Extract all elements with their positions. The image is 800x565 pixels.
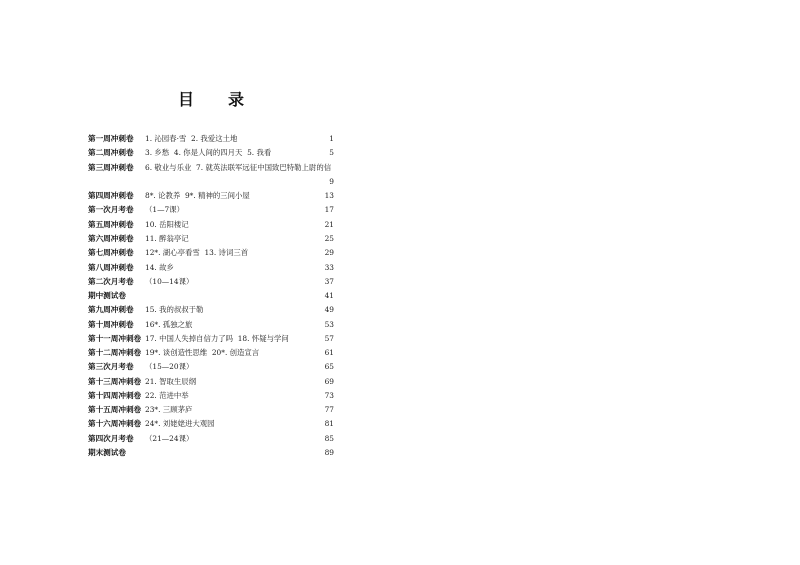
toc-row-page-number: 57 [324, 333, 334, 343]
toc-row-page-number: 89 [324, 447, 334, 457]
toc-row-page-number: 33 [324, 262, 334, 272]
toc-row [88, 146, 334, 160]
toc-row-content: 12*. 湖心亭看雪 13. 诗词三首 [145, 248, 249, 258]
dot-leader [196, 406, 320, 414]
dot-leader [263, 349, 320, 357]
toc-row [88, 332, 334, 346]
toc-row [88, 132, 334, 146]
toc-row-page-number: 49 [324, 305, 334, 315]
toc-row-label: 第十四周冲刺卷 [88, 390, 142, 400]
toc-row-page-number: 1 [329, 134, 334, 144]
toc-row-content: 1. 沁园春·雪 2. 我爱这土地 [145, 134, 238, 144]
toc-row-page-number: 73 [324, 390, 334, 400]
toc-row-content: 16*. 孤独之旅 [145, 319, 193, 329]
dot-leader [197, 363, 320, 371]
dot-leader [196, 321, 320, 329]
toc-row-label: 第六周冲刺卷 [88, 233, 134, 243]
toc-row-label: 第九周冲刺卷 [88, 305, 134, 315]
toc-row-label: 第十六周冲刺卷 [88, 419, 142, 429]
toc-row-content: 15. 我的叔叔于勒 [145, 305, 204, 315]
toc-row-label: 第三周冲刺卷 [88, 162, 134, 172]
toc-row-page-number: 17 [324, 205, 334, 215]
toc-row-content: 23*. 三顾茅庐 [145, 405, 193, 415]
toc-row-content: （10—14课） [145, 276, 194, 286]
table-of-contents [88, 132, 334, 460]
toc-row [88, 189, 334, 203]
toc-row-label: 第一次月考卷 [88, 205, 134, 215]
dot-leader [197, 435, 320, 443]
toc-row-label: 第七周冲刺卷 [88, 248, 134, 258]
toc-row-content: 17. 中国人失掉自信力了吗 18. 怀疑与学问 [145, 333, 289, 343]
toc-row-page-number: 25 [324, 233, 334, 243]
toc-row [88, 232, 334, 246]
toc-row-page-number: 29 [324, 248, 334, 258]
toc-row-label: 第十三周冲刺卷 [88, 376, 142, 386]
toc-row [88, 346, 334, 360]
toc-row-content: 11. 醉翁亭记 [145, 233, 189, 243]
dot-leader [193, 235, 321, 243]
toc-row-label: 第十一周冲刺卷 [88, 333, 142, 343]
dot-leader [193, 221, 321, 229]
toc-row-page-number: 65 [324, 362, 334, 372]
toc-row-content: （15—20课） [145, 362, 194, 372]
toc-row-label: 期中测试卷 [88, 291, 126, 301]
toc-row [88, 375, 334, 389]
toc-row-content: 21. 智取生辰纲 [145, 376, 197, 386]
dot-leader [193, 392, 321, 400]
dot-leader [178, 264, 321, 272]
toc-row [88, 403, 334, 417]
toc-row-page-number: 77 [324, 405, 334, 415]
dot-leader [145, 178, 325, 186]
dot-leader [207, 306, 320, 314]
toc-row-content: 24*. 刘姥姥进大观园 [145, 419, 215, 429]
dot-leader [200, 378, 321, 386]
toc-row [88, 417, 334, 431]
toc-row-content: 19*. 谈创造性思维 20*. 创造宣言 [145, 348, 260, 358]
dot-leader [275, 149, 325, 157]
dot-leader [293, 335, 321, 343]
toc-row-label: 期末测试卷 [88, 447, 126, 457]
toc-row-content: （21—24课） [145, 433, 194, 443]
toc-row-content: 3. 乡愁 4. 你是人间的四月天 5. 我看 [145, 148, 272, 158]
toc-row-page-number: 9 [329, 176, 334, 186]
toc-row-content: 6. 敬业与乐业 7. 就英法联军远征中国致巴特勒上尉的信 [145, 162, 332, 172]
toc-row-label: 第四周冲刺卷 [88, 191, 134, 201]
toc-row-label: 第十周冲刺卷 [88, 319, 134, 329]
toc-row [88, 289, 334, 303]
toc-row [88, 446, 334, 460]
toc-row-label: 第二周冲刺卷 [88, 148, 134, 158]
toc-row-label: 第十五周冲刺卷 [88, 405, 142, 415]
dot-leader [252, 249, 320, 257]
toc-row [88, 218, 334, 232]
toc-row-label: 第四次月考卷 [88, 433, 134, 443]
dot-leader [254, 192, 321, 200]
toc-row [88, 246, 334, 260]
dot-leader [197, 278, 320, 286]
toc-row-page-number: 81 [324, 419, 334, 429]
toc-row [88, 389, 334, 403]
toc-row-page-number: 61 [324, 348, 334, 358]
toc-row-content: 14. 故乡 [145, 262, 174, 272]
dot-leader [241, 135, 325, 143]
toc-row [88, 303, 334, 317]
dot-leader [129, 449, 321, 457]
toc-row-page-number: 85 [324, 433, 334, 443]
toc-row-content: 8*. 论教养 9*. 精神的三间小屋 [145, 191, 250, 201]
toc-row [88, 275, 334, 289]
toc-row [88, 203, 334, 217]
toc-row [88, 260, 334, 274]
toc-row-page-number: 69 [324, 376, 334, 386]
page-title: 目录 [178, 90, 279, 109]
toc-row-label: 第一周冲刺卷 [88, 134, 134, 144]
toc-row-label: 第八周冲刺卷 [88, 262, 134, 272]
toc-row [88, 432, 334, 446]
toc-row [88, 317, 334, 331]
toc-row [88, 360, 334, 374]
toc-row-label: 第三次月考卷 [88, 362, 134, 372]
toc-row-continuation [88, 175, 334, 189]
toc-row-page-number: 5 [329, 148, 334, 158]
dot-leader [219, 420, 321, 428]
toc-row-label: 第五周冲刺卷 [88, 219, 134, 229]
toc-row-content: 22. 范进中举 [145, 390, 189, 400]
dot-leader [188, 206, 321, 214]
toc-row-page-number: 53 [324, 319, 334, 329]
toc-row-page-number: 41 [324, 291, 334, 301]
dot-leader [129, 292, 321, 300]
toc-row-label: 第十二周冲刺卷 [88, 348, 142, 358]
toc-row-page-number: 21 [324, 219, 334, 229]
toc-row [88, 161, 334, 175]
toc-row-content: （1—7课） [145, 205, 184, 215]
toc-row-label: 第二次月考卷 [88, 276, 134, 286]
toc-row-content: 10. 岳阳楼记 [145, 219, 189, 229]
toc-row-page-number: 37 [324, 276, 334, 286]
toc-row-page-number: 13 [324, 191, 334, 201]
